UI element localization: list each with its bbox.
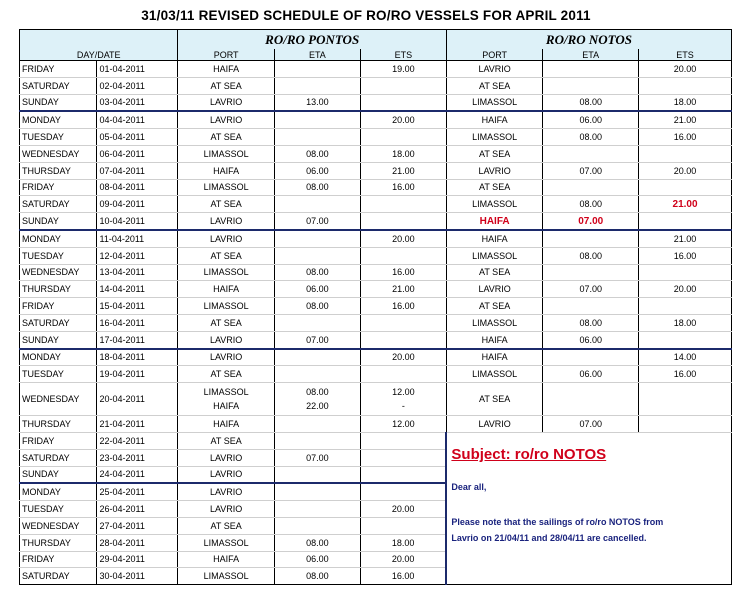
notice-greeting: Dear all, (451, 481, 487, 492)
ets-cell (639, 264, 732, 281)
ets-cell: 16.00 (639, 129, 732, 146)
notice-box (446, 432, 731, 584)
day-cell: THURSDAY (20, 534, 97, 551)
port-cell: AT SEA (178, 366, 274, 383)
eta-cell (543, 179, 639, 196)
port-cell: LIMASSOL (178, 264, 274, 281)
day-cell: SUNDAY (20, 466, 97, 483)
day-cell: FRIDAY (20, 432, 97, 449)
port-cell: AT SEA (446, 383, 542, 416)
ets-cell: 16.00 (360, 179, 446, 196)
day-cell: SATURDAY (20, 196, 97, 213)
port-cell: AT SEA (446, 264, 542, 281)
ets-cell (360, 94, 446, 111)
port-cell: LAVRIO (178, 466, 274, 483)
eta-cell (274, 466, 360, 483)
ets-cell: 20.00 (360, 111, 446, 128)
notice-line: Please note that the sailings of ro/ro NOTOS from (451, 516, 664, 527)
eta-cell: 06.00 (543, 331, 639, 348)
cell-line: LIMASSOL (203, 387, 249, 398)
date-cell: 06-04-2011 (97, 145, 178, 162)
table-row (20, 213, 732, 230)
ets-cell: 18.00 (360, 534, 446, 551)
port-cell: LAVRIO (178, 111, 274, 128)
ets-cell (639, 298, 732, 315)
eta-cell (543, 298, 639, 315)
eta-cell (274, 314, 360, 331)
date-cell: 03-04-2011 (97, 94, 178, 111)
ets-cell (360, 432, 446, 449)
port-cell: LIMASSOL (178, 145, 274, 162)
table-row (20, 366, 732, 383)
eta-cell (543, 77, 639, 94)
col-header-port: PORT (446, 49, 542, 61)
date-cell: 04-04-2011 (97, 111, 178, 128)
port-cell: LIMASSOL (446, 129, 542, 146)
ets-cell: 16.00 (639, 366, 732, 383)
eta-cell: 06.00 (543, 366, 639, 383)
port-cell: HAIFA (446, 111, 542, 128)
ets-cell: 16.00 (360, 298, 446, 315)
port-cell: AT SEA (446, 298, 542, 315)
port-cell: LAVRIO (178, 449, 274, 466)
page-title: 31/03/11 REVISED SCHEDULE OF RO/RO VESSELS FOR APRIL 2011 (141, 8, 591, 23)
ets-cell: 12.00 (360, 416, 446, 433)
table-row (20, 162, 732, 179)
date-cell: 16-04-2011 (97, 314, 178, 331)
schedule-table (19, 29, 732, 585)
eta-cell (274, 196, 360, 213)
date-cell: 23-04-2011 (97, 449, 178, 466)
eta-cell: 08.00 (543, 314, 639, 331)
day-cell: SUNDAY (20, 94, 97, 111)
table-row (20, 247, 732, 264)
table-row (20, 77, 732, 94)
port-cell: LIMASSOL (178, 534, 274, 551)
ets-cell: 20.00 (360, 349, 446, 366)
table-row (20, 179, 732, 196)
ets-cell: 16.00 (360, 568, 446, 585)
eta-cell (543, 145, 639, 162)
date-cell: 13-04-2011 (97, 264, 178, 281)
day-cell: TUESDAY (20, 501, 97, 518)
date-cell: 09-04-2011 (97, 196, 178, 213)
date-cell: 07-04-2011 (97, 162, 178, 179)
header-spacer (20, 30, 178, 50)
ets-cell: 20.00 (360, 551, 446, 568)
date-cell: 21-04-2011 (97, 416, 178, 433)
ets-cell: 21.00 (639, 230, 732, 247)
ets-cell: 21.00 (360, 162, 446, 179)
table-row (20, 314, 732, 331)
port-cell: AT SEA (178, 129, 274, 146)
port-cell: LIMASSOL (178, 298, 274, 315)
port-cell: AT SEA (446, 77, 542, 94)
date-cell: 10-04-2011 (97, 213, 178, 230)
table-row (20, 432, 732, 449)
date-cell: 14-04-2011 (97, 281, 178, 298)
port-cell: LAVRIO (178, 501, 274, 518)
port-cell: AT SEA (178, 196, 274, 213)
ets-cell (360, 196, 446, 213)
port-cell: LIMASSOL (446, 94, 542, 111)
date-cell: 28-04-2011 (97, 534, 178, 551)
eta-cell (543, 61, 639, 78)
port-cell (178, 383, 274, 416)
day-cell: WEDNESDAY (20, 145, 97, 162)
ets-cell: 21.00 (639, 111, 732, 128)
date-cell: 24-04-2011 (97, 466, 178, 483)
table-row (20, 145, 732, 162)
day-cell: FRIDAY (20, 179, 97, 196)
col-header-ets: ETS (639, 49, 732, 61)
eta-cell: 06.00 (543, 111, 639, 128)
port-cell: LIMASSOL (446, 366, 542, 383)
eta-cell: 07.00 (543, 416, 639, 433)
port-cell: LAVRIO (446, 162, 542, 179)
eta-cell: 08.00 (274, 298, 360, 315)
day-cell: TUESDAY (20, 366, 97, 383)
eta-cell: 07.00 (274, 213, 360, 230)
notice-line: Lavrio on 21/04/11 and 28/04/11 are cancelled. (451, 532, 647, 543)
ets-cell (360, 213, 446, 230)
port-cell: LAVRIO (178, 94, 274, 111)
ets-cell (639, 331, 732, 348)
date-cell: 08-04-2011 (97, 179, 178, 196)
table-row (20, 383, 732, 416)
port-cell: AT SEA (178, 314, 274, 331)
table-row (20, 94, 732, 111)
eta-cell (543, 349, 639, 366)
port-cell: AT SEA (178, 432, 274, 449)
ets-cell (360, 314, 446, 331)
ets-cell: 20.00 (639, 61, 732, 78)
day-cell: FRIDAY (20, 551, 97, 568)
eta-cell: 08.00 (543, 247, 639, 264)
eta-cell (274, 383, 360, 416)
ets-cell: 18.00 (360, 145, 446, 162)
ets-cell: 21.00 (639, 196, 732, 213)
port-cell: HAIFA (446, 331, 542, 348)
eta-cell: 08.00 (274, 145, 360, 162)
eta-cell: 08.00 (543, 129, 639, 146)
eta-cell (543, 383, 639, 416)
cell-line: HAIFA (213, 401, 240, 412)
eta-cell: 06.00 (274, 162, 360, 179)
ets-cell (639, 179, 732, 196)
port-cell: LAVRIO (178, 483, 274, 500)
ets-cell (360, 383, 446, 416)
eta-cell (274, 247, 360, 264)
date-cell: 15-04-2011 (97, 298, 178, 315)
ets-cell: 20.00 (360, 501, 446, 518)
day-cell: SUNDAY (20, 331, 97, 348)
port-cell: LAVRIO (446, 416, 542, 433)
ets-cell: 16.00 (360, 264, 446, 281)
ets-cell (360, 129, 446, 146)
table-row (20, 349, 732, 366)
day-cell: THURSDAY (20, 281, 97, 298)
notice-subject: Subject: ro/ro NOTOS (451, 445, 607, 463)
day-cell: FRIDAY (20, 298, 97, 315)
day-cell: MONDAY (20, 111, 97, 128)
port-cell: HAIFA (446, 230, 542, 247)
day-cell: SATURDAY (20, 314, 97, 331)
day-cell: TUESDAY (20, 247, 97, 264)
ets-cell (360, 483, 446, 500)
day-cell: WEDNESDAY (20, 517, 97, 534)
day-cell: TUESDAY (20, 129, 97, 146)
day-cell: MONDAY (20, 483, 97, 500)
port-cell: LAVRIO (178, 230, 274, 247)
date-cell: 05-04-2011 (97, 129, 178, 146)
date-cell: 29-04-2011 (97, 551, 178, 568)
date-cell: 19-04-2011 (97, 366, 178, 383)
eta-cell (274, 501, 360, 518)
eta-cell (274, 349, 360, 366)
eta-cell: 06.00 (274, 551, 360, 568)
date-cell: 02-04-2011 (97, 77, 178, 94)
table-row (20, 264, 732, 281)
port-cell: LIMASSOL (178, 568, 274, 585)
eta-cell: 08.00 (543, 94, 639, 111)
ets-cell (639, 383, 732, 416)
ets-cell (639, 213, 732, 230)
eta-cell: 07.00 (543, 213, 639, 230)
ets-cell: 14.00 (639, 349, 732, 366)
ets-cell: 18.00 (639, 94, 732, 111)
ets-cell (360, 331, 446, 348)
table-row (20, 61, 732, 78)
port-cell: LIMASSOL (446, 314, 542, 331)
ets-cell: 19.00 (360, 61, 446, 78)
day-cell: WEDNESDAY (20, 264, 97, 281)
port-cell: LAVRIO (446, 61, 542, 78)
port-cell: LAVRIO (178, 213, 274, 230)
port-cell: LAVRIO (178, 349, 274, 366)
port-cell: HAIFA (178, 551, 274, 568)
ets-cell (639, 416, 732, 433)
ets-cell (639, 145, 732, 162)
day-cell: FRIDAY (20, 61, 97, 78)
eta-cell: 07.00 (274, 449, 360, 466)
date-cell: 27-04-2011 (97, 517, 178, 534)
table-row (20, 129, 732, 146)
eta-cell (274, 129, 360, 146)
port-cell: HAIFA (178, 61, 274, 78)
eta-cell: 13.00 (274, 94, 360, 111)
day-cell: SUNDAY (20, 213, 97, 230)
day-cell: SATURDAY (20, 568, 97, 585)
ets-cell: 21.00 (360, 281, 446, 298)
port-cell: AT SEA (446, 179, 542, 196)
eta-cell: 08.00 (274, 568, 360, 585)
date-cell: 12-04-2011 (97, 247, 178, 264)
eta-cell: 07.00 (543, 162, 639, 179)
eta-cell: 08.00 (274, 179, 360, 196)
date-cell: 25-04-2011 (97, 483, 178, 500)
eta-cell (274, 483, 360, 500)
eta-cell: 08.00 (274, 534, 360, 551)
port-cell: AT SEA (178, 247, 274, 264)
port-cell: LIMASSOL (446, 247, 542, 264)
day-cell: WEDNESDAY (20, 383, 97, 416)
day-cell: THURSDAY (20, 162, 97, 179)
eta-cell (274, 61, 360, 78)
date-cell: 26-04-2011 (97, 501, 178, 518)
eta-cell (274, 366, 360, 383)
eta-cell (543, 230, 639, 247)
table-row (20, 281, 732, 298)
eta-cell: 07.00 (543, 281, 639, 298)
col-header-daydate: DAY/DATE (20, 49, 178, 61)
port-cell: AT SEA (178, 517, 274, 534)
date-cell: 20-04-2011 (97, 383, 178, 416)
date-cell: 22-04-2011 (97, 432, 178, 449)
port-cell: LAVRIO (178, 331, 274, 348)
ets-cell: 20.00 (639, 162, 732, 179)
table-row (20, 416, 732, 433)
date-cell: 11-04-2011 (97, 230, 178, 247)
date-cell: 01-04-2011 (97, 61, 178, 78)
port-cell: HAIFA (178, 416, 274, 433)
ets-cell (360, 517, 446, 534)
ets-cell (360, 247, 446, 264)
cell-line: - (401, 401, 405, 412)
ets-cell: 20.00 (639, 281, 732, 298)
port-cell: AT SEA (178, 77, 274, 94)
date-cell: 30-04-2011 (97, 568, 178, 585)
eta-cell (543, 264, 639, 281)
table-row (20, 111, 732, 128)
table-row (20, 298, 732, 315)
eta-cell: 08.00 (543, 196, 639, 213)
port-cell: AT SEA (446, 145, 542, 162)
ets-cell (360, 366, 446, 383)
ets-cell: 16.00 (639, 247, 732, 264)
table-row (20, 230, 732, 247)
eta-cell (274, 416, 360, 433)
port-cell: HAIFA (178, 162, 274, 179)
ets-cell (360, 466, 446, 483)
date-cell: 17-04-2011 (97, 331, 178, 348)
eta-cell (274, 230, 360, 247)
port-cell: HAIFA (446, 349, 542, 366)
eta-cell: 07.00 (274, 331, 360, 348)
eta-cell (274, 432, 360, 449)
vessel-header-pontos: RO/RO PONTOS (178, 30, 446, 50)
col-header-eta: ETA (543, 49, 639, 61)
vessel-header-notos: RO/RO NOTOS (446, 30, 731, 50)
col-header-ets: ETS (360, 49, 446, 61)
port-cell: LIMASSOL (178, 179, 274, 196)
eta-cell (274, 77, 360, 94)
ets-cell (639, 77, 732, 94)
eta-cell: 08.00 (274, 264, 360, 281)
eta-cell (274, 111, 360, 128)
notice-body (451, 514, 727, 546)
date-cell: 18-04-2011 (97, 349, 178, 366)
cell-line: 12.00 (392, 387, 415, 398)
day-cell: THURSDAY (20, 416, 97, 433)
ets-cell (360, 77, 446, 94)
eta-cell: 06.00 (274, 281, 360, 298)
day-cell: SATURDAY (20, 77, 97, 94)
day-cell: MONDAY (20, 349, 97, 366)
port-cell: HAIFA (178, 281, 274, 298)
col-header-eta: ETA (274, 49, 360, 61)
port-cell: HAIFA (446, 213, 542, 230)
day-cell: SATURDAY (20, 449, 97, 466)
ets-cell: 20.00 (360, 230, 446, 247)
table-row (20, 196, 732, 213)
ets-cell: 18.00 (639, 314, 732, 331)
port-cell: LIMASSOL (446, 196, 542, 213)
cell-line: 22.00 (306, 401, 329, 412)
eta-cell (274, 517, 360, 534)
day-cell: MONDAY (20, 230, 97, 247)
col-header-port: PORT (178, 49, 274, 61)
ets-cell (360, 449, 446, 466)
table-row (20, 331, 732, 348)
cell-line: 08.00 (306, 387, 329, 398)
port-cell: LAVRIO (446, 281, 542, 298)
